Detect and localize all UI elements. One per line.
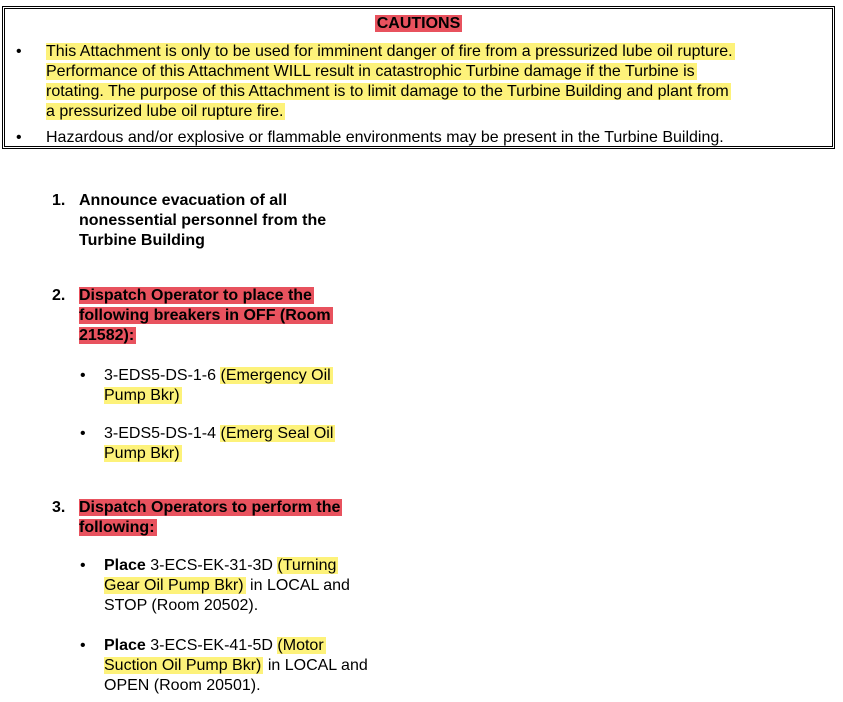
- action-text: Place 3-ECS-EK-41-5D (Motor Suction Oil Pump Bkr) in LOCAL and OPEN (Room 20501).: [104, 637, 368, 694]
- step-number: 3.: [52, 499, 66, 516]
- breaker-text: 3-EDS5-DS-1-4 (Emerg Seal Oil Pump Bkr): [104, 425, 334, 462]
- step-number: 1.: [52, 192, 66, 209]
- breaker-id: 3-ECS-EK-31-3D: [150, 557, 273, 574]
- cautions-box: [2, 6, 835, 149]
- bullet: •: [16, 129, 22, 146]
- caution-text: Hazardous and/or explosive or flammable environments may be present in the Turbine Building.: [46, 129, 724, 146]
- bullet: •: [80, 425, 86, 442]
- step-text: Announce evacuation of all nonessential personnel from the Turbine Building: [79, 192, 327, 249]
- step-number: 2.: [52, 287, 66, 304]
- bullet: •: [80, 557, 86, 574]
- breaker-id: 3-EDS5-DS-1-4: [104, 425, 217, 442]
- cautions-title: CAUTIONS: [376, 15, 461, 32]
- caution-text: This Attachment is only to be used for imminent danger of fire from a pressurized lube oil rupture. Performance of this Attachment WILL result in catastrophic Turbine damage if the Turbine is rotating. The purpose of this Attachment is to limit damage to the Turbine Building and plant from a pressurized lube oil rupture fire.: [46, 43, 733, 120]
- step-text: Dispatch Operators to perform the following:: [79, 499, 341, 536]
- breaker-id: 3-EDS5-DS-1-6: [104, 367, 217, 384]
- step-text: Dispatch Operator to place the following breakers in OFF (Room 21582):: [79, 287, 331, 344]
- breaker-text: 3-EDS5-DS-1-6 (Emergency Oil Pump Bkr): [104, 367, 331, 404]
- bullet: •: [80, 637, 86, 654]
- action-text: Place 3-ECS-EK-31-3D (Turning Gear Oil Pump Bkr) in LOCAL and STOP (Room 20502).: [104, 557, 350, 614]
- bullet: •: [16, 43, 22, 60]
- bullet: •: [80, 367, 86, 384]
- breaker-id: 3-ECS-EK-41-5D: [150, 637, 273, 654]
